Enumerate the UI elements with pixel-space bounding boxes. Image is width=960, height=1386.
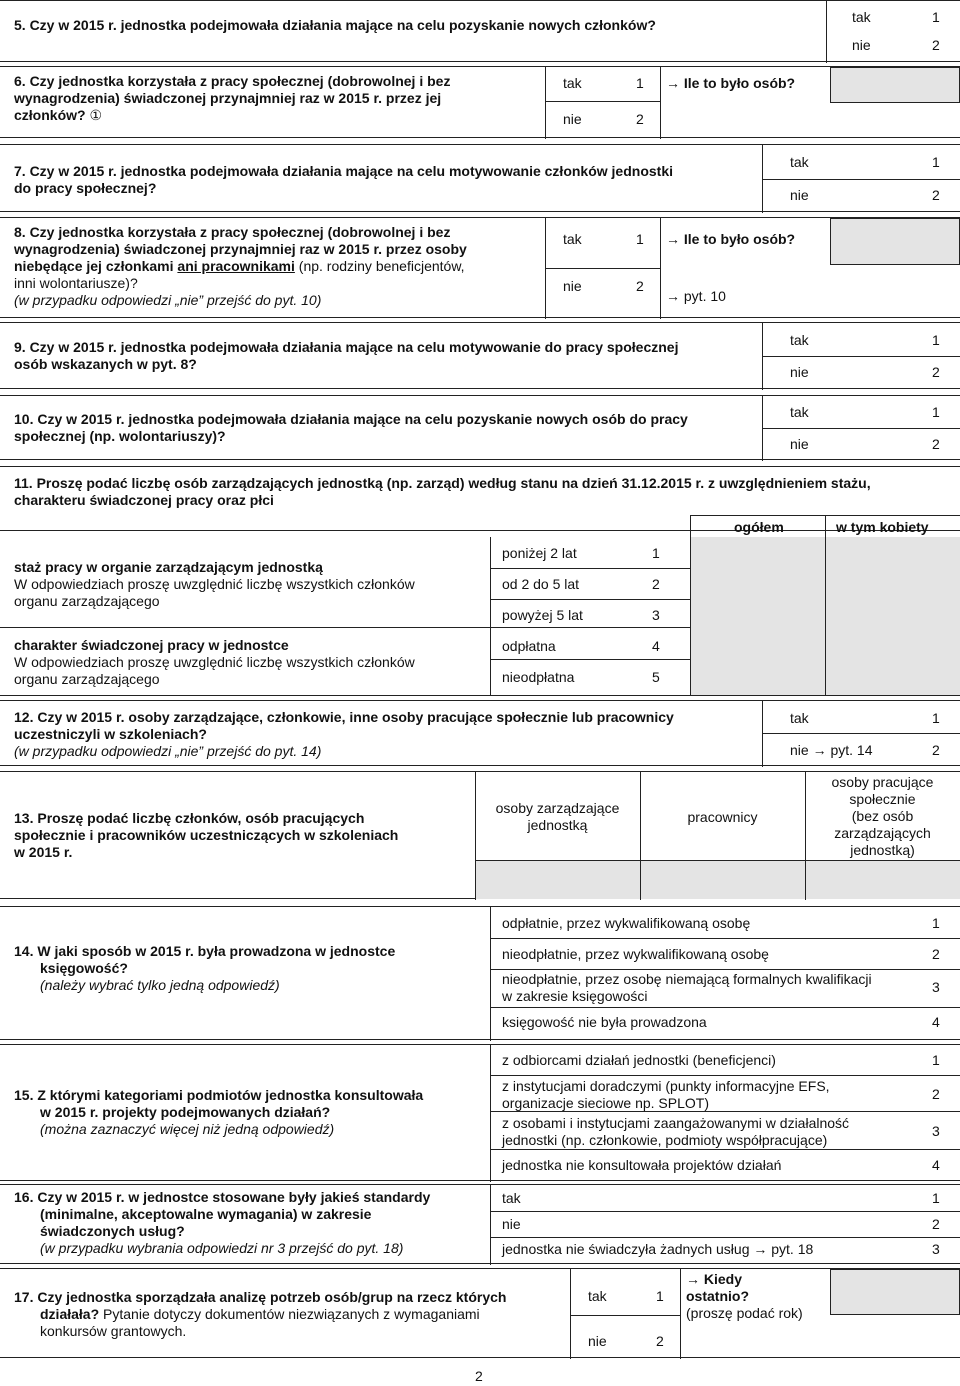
question-9: 9. Czy w 2015 r. jednostka podejmowała działania mające na celu motywowanie do pracy społecznej osób wskazanych w pyt. 8? tak 1 nie 2 xyxy=(0,322,960,389)
q11-line2: charakteru świadczonej pracy oraz płci xyxy=(14,492,274,508)
q10-no[interactable]: nie xyxy=(790,436,809,452)
q17-followup: → Kiedy ostatnio? (proszę podać rok) xyxy=(686,1271,803,1321)
q14-option-2[interactable]: nieodpłatnie, przez wykwalifikowaną osobę xyxy=(502,946,769,962)
group-seniority-title: staż pracy w organie zarządzającym jednostką xyxy=(14,559,323,575)
q6-line1: 6. Czy jednostka korzystała z pracy społecznej (dobrowolnej i bez xyxy=(14,73,451,89)
question-8: 8. Czy jednostka korzystała z pracy społecznej (dobrowolnej i bez wynagrodzenia) świadczonej przynajmniej raz w 2015 r. przez osoby niebędące jej członkami ani pracownikami (np. rodziny beneficjentów, inni wolontariusze)? (w przypadku odpowiedzi „nie” przejść do pyt. 10) tak 1 nie 2 → Ile to było osób? → pyt. 10 xyxy=(0,217,960,318)
q13-input-managers[interactable] xyxy=(476,861,640,899)
q12-line2: uczestniczyli w szkoleniach? xyxy=(14,726,207,742)
q16-no-services[interactable]: jednostka nie świadczyła żadnych usług → pyt. 18 xyxy=(502,1241,814,1257)
q9-line1: 9. Czy w 2015 r. jednostka podejmowała działania mające na celu motywowanie do pracy społecznej xyxy=(14,339,679,355)
q11-line1: 11. Proszę podać liczbę osób zarządzających jednostką (np. zarząd) według stanu na dzień 31.12.2015 r. z uwzględnieniem stażu, xyxy=(14,475,871,491)
q6-count-input[interactable] xyxy=(830,67,960,103)
q15-option-4[interactable]: jednostka nie konsultowała projektów działań xyxy=(502,1157,782,1173)
q15-option-2[interactable]: z instytucjami doradczymi (punkty informacyjne EFS, organizacje sieciowe np. SPLOT) xyxy=(502,1078,830,1111)
q8-skip: → pyt. 10 xyxy=(666,288,726,304)
q14-option-3[interactable]: nieodpłatnie, przez osobę niemającą formalnych kwalifikacji w zakresie księgowości xyxy=(502,971,872,1004)
q7-line1: 7. Czy w 2015 r. jednostka podejmowała działania mające na celu motywowanie członków jednostki xyxy=(14,163,673,179)
question-5 xyxy=(0,0,960,62)
question-7: 7. Czy w 2015 r. jednostka podejmowała działania mające na celu motywowanie członków jednostki do pracy społecznej? tak 1 nie 2 xyxy=(0,144,960,212)
q8-instruction: (w przypadku odpowiedzi „nie” przejść do pyt. 10) xyxy=(14,292,322,308)
q9-yes[interactable]: tak xyxy=(790,332,809,348)
q17-yes[interactable]: tak xyxy=(588,1288,607,1304)
page-number: 2 xyxy=(475,1368,483,1384)
col-header-women: w tym kobiety xyxy=(836,519,929,535)
col-header-total: ogółem xyxy=(734,519,784,535)
question-17: 17. Czy jednostka sporządzała analizę potrzeb osób/grup na rzecz których działała? Pytanie dotyczy dokumentów niezwiązanych z wymaganiami konkursów grantowych. tak 1 nie 2 → Kiedy ostatnio? (proszę podać rok) xyxy=(0,1268,960,1358)
q12-yes[interactable]: tak xyxy=(790,710,809,726)
q6-followup: → Ile to było osób? xyxy=(666,75,796,91)
q17-year-input[interactable] xyxy=(830,1269,960,1315)
q14-option-1[interactable]: odpłatnie, przez wykwalifikowaną osobę xyxy=(502,915,751,931)
q8-followup: → Ile to było osób? xyxy=(666,231,796,247)
q8-yes[interactable]: tak xyxy=(563,231,582,247)
q13-col-managers: osoby zarządzające jednostką xyxy=(495,800,620,833)
q14-option-4[interactable]: księgowość nie była prowadzona xyxy=(502,1014,707,1030)
q13-col-volunteers: osoby pracujące społecznie (bez osób zarządzających jednostką) xyxy=(831,774,934,858)
q6-no[interactable]: nie xyxy=(563,111,582,127)
q5-yes[interactable]: tak xyxy=(852,9,871,25)
info-icon: ① xyxy=(89,107,103,123)
q12-no[interactable]: nie → pyt. 14 xyxy=(790,742,873,758)
q7-no[interactable]: nie xyxy=(790,187,809,203)
q7-yes[interactable]: tak xyxy=(790,154,809,170)
q13-col-employees: pracownicy xyxy=(687,809,758,825)
q9-line2: osób wskazanych w pyt. 8? xyxy=(14,356,197,372)
row-under-2: poniżej 2 lat xyxy=(502,545,577,561)
q5-no[interactable]: nie xyxy=(852,37,871,53)
q6-line3: członków? xyxy=(14,107,86,123)
q15-option-3[interactable]: z osobami i instytucjami zaangażowanymi w działalność jednostki (np. członkowie, podmioty współpracujące) xyxy=(502,1115,850,1148)
question-16: 16. Czy w 2015 r. w jednostce stosowane były jakieś standardy (minimalne, akceptowalne wymagania) w zakresie świadczonych usług? (w przypadku wybrania odpowiedzi nr 3 przejść do pyt. 18) tak 1 nie 2 jednostka nie świadczyła żadnych usług → pyt. 18 3 xyxy=(0,1184,960,1264)
row-2-to-5: od 2 do 5 lat xyxy=(502,576,580,592)
q10-yes[interactable]: tak xyxy=(790,404,809,420)
q16-no[interactable]: nie xyxy=(502,1216,521,1232)
q17-no[interactable]: nie xyxy=(588,1333,607,1349)
row-paid: odpłatna xyxy=(502,638,556,654)
row-unpaid: nieodpłatna xyxy=(502,669,575,685)
q5-yes-code: 1 xyxy=(932,9,940,25)
question-12: 12. Czy w 2015 r. osoby zarządzające, członkowie, inne osoby pracujące społecznie lub pracownicy uczestniczyli w szkoleniach? (w przypadku odpowiedzi „nie” przejść do pyt. 14) tak 1 nie → pyt. 14 2 xyxy=(0,700,960,766)
question-5-text: 5. Czy w 2015 r. jednostka podejmowała działania mające na celu pozyskanie nowych członków? xyxy=(14,17,656,33)
q12-instruction: (w przypadku odpowiedzi „nie” przejść do pyt. 14) xyxy=(14,743,322,759)
question-14: 14. W jaki sposób w 2015 r. była prowadzona w jednostce księgowość? (należy wybrać tylko jedną odpowiedź) odpłatnie, przez wykwalifikowaną osobę 1 nieodpłatnie, przez wykwalifikowaną osobę 2 nieodpłatnie, przez osobę niemającą formalnych kwalifikacji w zakresie księgowości 3 księgowość nie była prowadzona 4 xyxy=(0,906,960,1040)
q6-line2: wynagrodzenia) świadczonej przynajmniej raz w 2015 r. przez jej xyxy=(14,90,442,106)
q8-count-input[interactable] xyxy=(830,218,960,265)
q12-line1: 12. Czy w 2015 r. osoby zarządzające, członkowie, inne osoby pracujące społecznie lub pracownicy xyxy=(14,709,674,725)
q6-yes[interactable]: tak xyxy=(563,75,582,91)
q5-no-code: 2 xyxy=(932,37,940,53)
q10-line2: społecznej (np. wolontariuszy)? xyxy=(14,428,226,444)
q7-line2: do pracy społecznej? xyxy=(14,180,157,196)
group-work-type-title: charakter świadczonej pracy w jednostce xyxy=(14,637,289,653)
question-11: 11. Proszę podać liczbę osób zarządzających jednostką (np. zarząd) według stanu na dzień 31.12.2015 r. z uwzględnieniem stażu, charakteru świadczonej pracy oraz płci ogółem w tym kobiety staż pracy w organie zarządzającym jednostką W odpowiedziach proszę uwzględnić liczbę wszystkich członków organu zarządzającego charakter świadczonej pracy w jednostce W odpowiedziach proszę uwzględnić liczbę wszystkich członków organu zarządzającego poniżej 2 lat 1 od 2 do 5 lat 2 powyżej 5 lat 3 odpłatna 4 nieodpłatna 5 xyxy=(0,466,960,696)
q9-no[interactable]: nie xyxy=(790,364,809,380)
question-6: 6. Czy jednostka korzystała z pracy społecznej (dobrowolnej i bez wynagrodzenia) świadczonej przynajmniej raz w 2015 r. przez jej członków? ① tak 1 nie 2 → Ile to było osób? xyxy=(0,66,960,138)
q13-input-employees[interactable] xyxy=(641,861,805,899)
question-10: 10. Czy w 2015 r. jednostka podejmowała działania mające na celu pozyskanie nowych osób do pracy społecznej (np. wolontariuszy)? tak 1 nie 2 xyxy=(0,395,960,460)
question-13: 13. Proszę podać liczbę członków, osób pracujących społecznie i pracowników uczestniczących w szkoleniach w 2015 r. osoby zarządzające jednostką pracownicy osoby pracujące społecznie (bez osób zarządzających jednostką) xyxy=(0,771,960,899)
row-over-5: powyżej 5 lat xyxy=(502,607,583,623)
q16-yes[interactable]: tak xyxy=(502,1190,521,1206)
q8-no[interactable]: nie xyxy=(563,278,582,294)
q13-input-volunteers[interactable] xyxy=(806,861,960,899)
q15-option-1[interactable]: z odbiorcami działań jednostki (beneficjenci) xyxy=(502,1052,776,1068)
q8-line4: inni wolontariusze)? xyxy=(14,275,138,291)
q8-line2: wynagrodzenia) świadczonej przynajmniej raz w 2015 r. przez osoby xyxy=(14,241,467,257)
q10-line1: 10. Czy w 2015 r. jednostka podejmowała działania mające na celu pozyskanie nowych osób do pracy xyxy=(14,411,688,427)
q8-line1: 8. Czy jednostka korzystała z pracy społecznej (dobrowolnej i bez xyxy=(14,224,451,240)
question-15: 15. Z którymi kategoriami podmiotów jednostka konsultowała w 2015 r. projekty podejmowanych działań? (można zaznaczyć więcej niż jedną odpowiedź) z odbiorcami działań jednostki (beneficjenci) 1 z instytucjami doradczymi (punkty informacyjne EFS, organizacje sieciowe np. SPLOT) 2 z osobami i instytucjami zaangażowanymi w działalność jednostki (np. członkowie, podmioty współpracujące) 3 jednostka nie konsultowała projektów działań 4 xyxy=(0,1044,960,1181)
